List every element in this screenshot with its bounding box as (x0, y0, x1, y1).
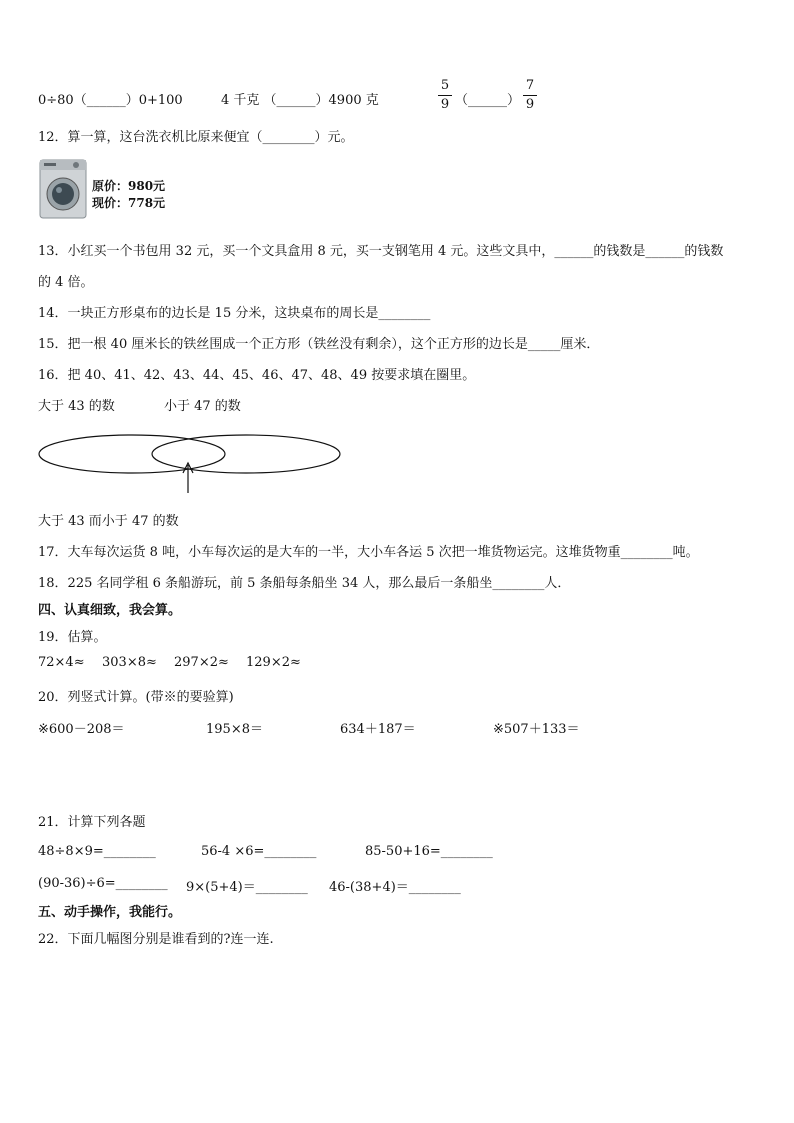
q17-text: 17．大车每次运货 8 吨，小车每次运的是大车的一半，大小车各运 5 次把一堆货物运完。这堆货物重________吨。 (38, 545, 699, 560)
venn-diagram (36, 430, 346, 496)
venn-right-ellipse (152, 435, 340, 473)
q22-text: 22．下面几幅图分别是谁看到的?连一连. (38, 932, 274, 947)
label-less-than-47: 小于 47 的数 (164, 399, 241, 414)
fraction-right-numerator: 7 (525, 78, 535, 93)
q21-item: (90-36)÷6=________ (38, 876, 168, 891)
q15-text: 15．把一根 40 厘米长的铁丝围成一个正方形（铁丝没有剩余），这个正方形的边长是_____厘米． (38, 337, 600, 352)
q20-text: 20．列竖式计算。(带※的要验算) (38, 690, 234, 705)
q16-text: 16．把 40、41、42、43、44、45、46、47、48、49 按要求填在圈里。 (38, 368, 476, 383)
fraction-left (438, 78, 452, 113)
label-greater-than-43: 大于 43 的数 (38, 399, 115, 414)
q20-item: ※600－208＝ (38, 722, 125, 737)
current-price: 现价：778元 (92, 196, 166, 210)
fraction-left-denominator: 9 (440, 97, 450, 112)
q19-item: 297×2≈ (174, 655, 229, 670)
q11-item1: 0÷80（______）0+100 (38, 93, 183, 108)
q20-item: ※507＋133＝ (493, 722, 580, 737)
section-5-heading: 五、动手操作，我能行。 (38, 905, 182, 920)
q18-text: 18．225 名同学租 6 条船游玩，前 5 条船每条船坐 34 人，那么最后一条船坐________人． (38, 576, 571, 591)
q20-item: 195×8＝ (206, 722, 263, 737)
fraction-right-denominator: 9 (525, 97, 535, 112)
q19-item: 303×8≈ (102, 655, 157, 670)
q14-text: 14．一块正方形桌布的边长是 15 分米，这块桌布的周长是________ (38, 306, 431, 321)
washing-machine-image (38, 158, 88, 220)
q21-item: 46-(38+4)＝________ (329, 880, 461, 895)
fraction-left-numerator: 5 (440, 78, 450, 93)
section-4-heading: 四、认真细致，我会算。 (38, 603, 182, 618)
fraction-right (523, 78, 537, 113)
q20-item: 634＋187＝ (340, 722, 416, 737)
fraction-right-bar (523, 95, 537, 96)
fraction-left-bar (438, 95, 452, 96)
q13-line2: 的 4 倍。 (38, 275, 94, 290)
q21-item: 48÷8×9=________ (38, 844, 156, 859)
q19-item: 72×4≈ (38, 655, 85, 670)
q11-frac-blank: （______） (455, 93, 521, 108)
q13-line1: 13．小红买一个书包用 32 元，买一个文具盒用 8 元，买一支钢笔用 4 元。这些文具中，______的钱数是______的钱数 (38, 244, 724, 259)
q12-text: 12．算一算，这台洗衣机比原来便宜（________）元。 (38, 130, 354, 145)
label-between-43-and-47: 大于 43 而小于 47 的数 (38, 514, 179, 529)
q19-text: 19．估算。 (38, 630, 107, 645)
arrow-icon (183, 463, 193, 493)
q21-text: 21．计算下列各题 (38, 815, 146, 830)
q21-item: 85-50+16=________ (365, 844, 493, 859)
q11-item2: 4 千克 （______）4900 克 (221, 93, 379, 108)
venn-left-ellipse (39, 435, 225, 473)
q21-item: 9×(5+4)＝________ (186, 880, 308, 895)
original-price: 原价：980元 (92, 179, 166, 193)
q19-item: 129×2≈ (246, 655, 301, 670)
q21-item: 56-4 ×6=________ (201, 844, 317, 859)
